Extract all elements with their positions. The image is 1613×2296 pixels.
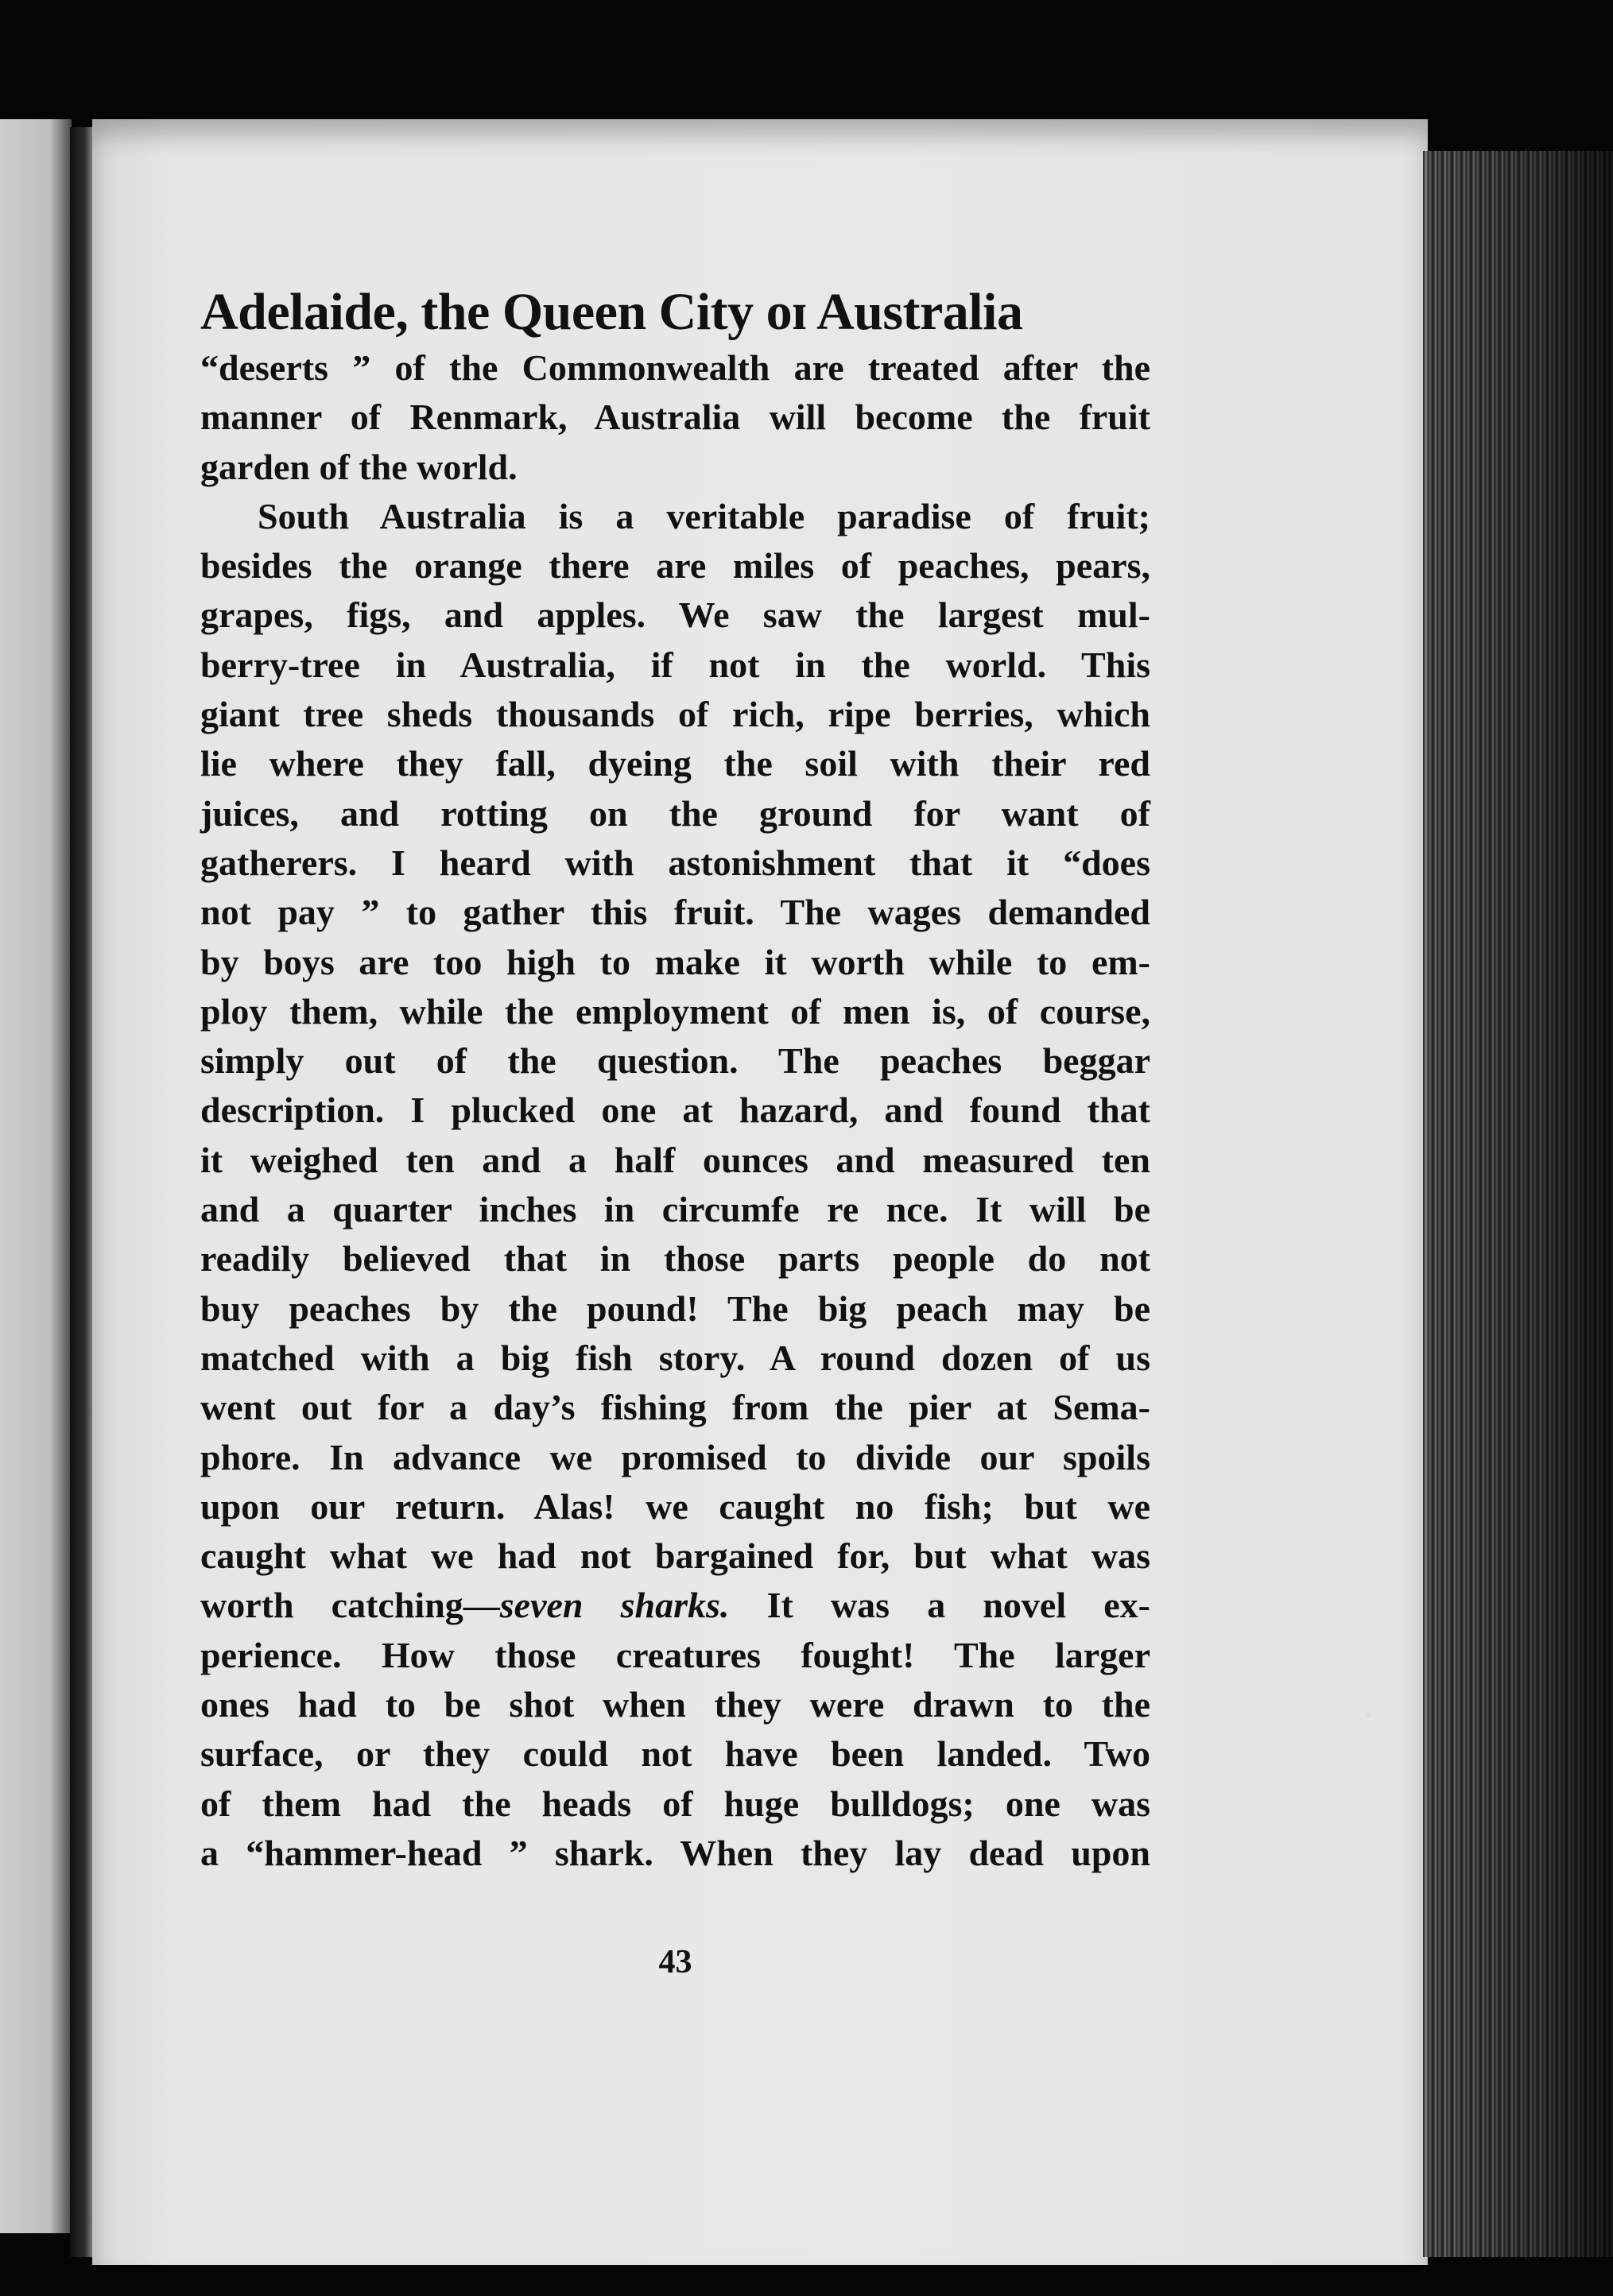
text-line: South Australia is a veritable paradise of fruit; <box>258 495 1150 536</box>
text-block <box>200 199 1151 1980</box>
book-gutter <box>70 127 94 2257</box>
text-line: of them had the heads of huge bulldogs; one was <box>200 1783 1150 1824</box>
text-line: readily believed that in those parts people do not <box>200 1238 1150 1280</box>
text-segment: It was a novel ex- <box>729 1585 1151 1626</box>
text-line <box>200 1581 1150 1630</box>
text-line: gatherers. I heard with astonishment that it “does <box>200 842 1150 883</box>
text-line: grapes, figs, and apples. We saw the largest mul- <box>200 594 1150 636</box>
text-line: upon our return. Alas! we caught no fish; but we <box>200 1485 1150 1527</box>
text-line: manner of Renmark, Australia will become the fruit <box>200 397 1150 438</box>
text-line: and a quarter inches in circumfe re nce. It will be <box>200 1189 1150 1230</box>
text-line: lie where they fall, dyeing the soil with their red <box>200 743 1150 784</box>
left-facing-page-edge <box>0 119 72 2233</box>
running-head: Adelaide, the Queen City oɪ Australia <box>200 283 1023 341</box>
text-line: juices, and rotting on the ground for want of <box>200 792 1150 834</box>
text-line: caught what we had not bargained for, but what was <box>200 1535 1150 1577</box>
text-line: simply out of the question. The peaches beggar <box>200 1040 1150 1082</box>
body-text <box>200 343 1150 1878</box>
text-line: ploy them, while the employment of men is, of course, <box>200 990 1150 1032</box>
page-number: 43 <box>658 1944 692 1980</box>
text-segment: worth catching— <box>200 1585 500 1626</box>
text-line: “deserts ” of the Commonwealth are treated after the <box>200 347 1150 388</box>
page-edges-shadow <box>1423 151 1613 2257</box>
text-line: went out for a day’s fishing from the pier at Sema- <box>200 1387 1150 1428</box>
speck <box>1366 1713 1371 1717</box>
text-line: not pay ” to gather this fruit. The wages demanded <box>200 892 1150 933</box>
text-line: giant tree sheds thousands of rich, ripe berries, which <box>200 694 1150 735</box>
text-line: it weighed ten and a half ounces and measured ten <box>200 1139 1150 1180</box>
text-line: garden of the world. <box>200 446 518 487</box>
text-line: besides the orange there are miles of peaches, pears, <box>200 545 1150 587</box>
text-line: description. I plucked one at hazard, and found that <box>200 1090 1150 1131</box>
text-line: by boys are too high to make it worth while to em- <box>200 941 1150 982</box>
text-line: perience. How those creatures fought! The larger <box>200 1634 1150 1675</box>
text-line: a “hammer-head ” shark. When they lay dead upon <box>200 1832 1150 1873</box>
italic-text-segment: seven sharks. <box>499 1585 730 1626</box>
text-line: buy peaches by the pound! The big peach may be <box>200 1287 1150 1329</box>
text-line: berry-tree in Australia, if not in the world. This <box>200 644 1150 685</box>
text-line: surface, or they could not have been landed. Two <box>200 1733 1150 1775</box>
text-line: ones had to be shot when they were drawn to the <box>200 1684 1150 1725</box>
text-line: matched with a big fish story. A round dozen of us <box>200 1337 1150 1378</box>
text-line: phore. In advance we promised to divide our spoils <box>200 1436 1150 1477</box>
